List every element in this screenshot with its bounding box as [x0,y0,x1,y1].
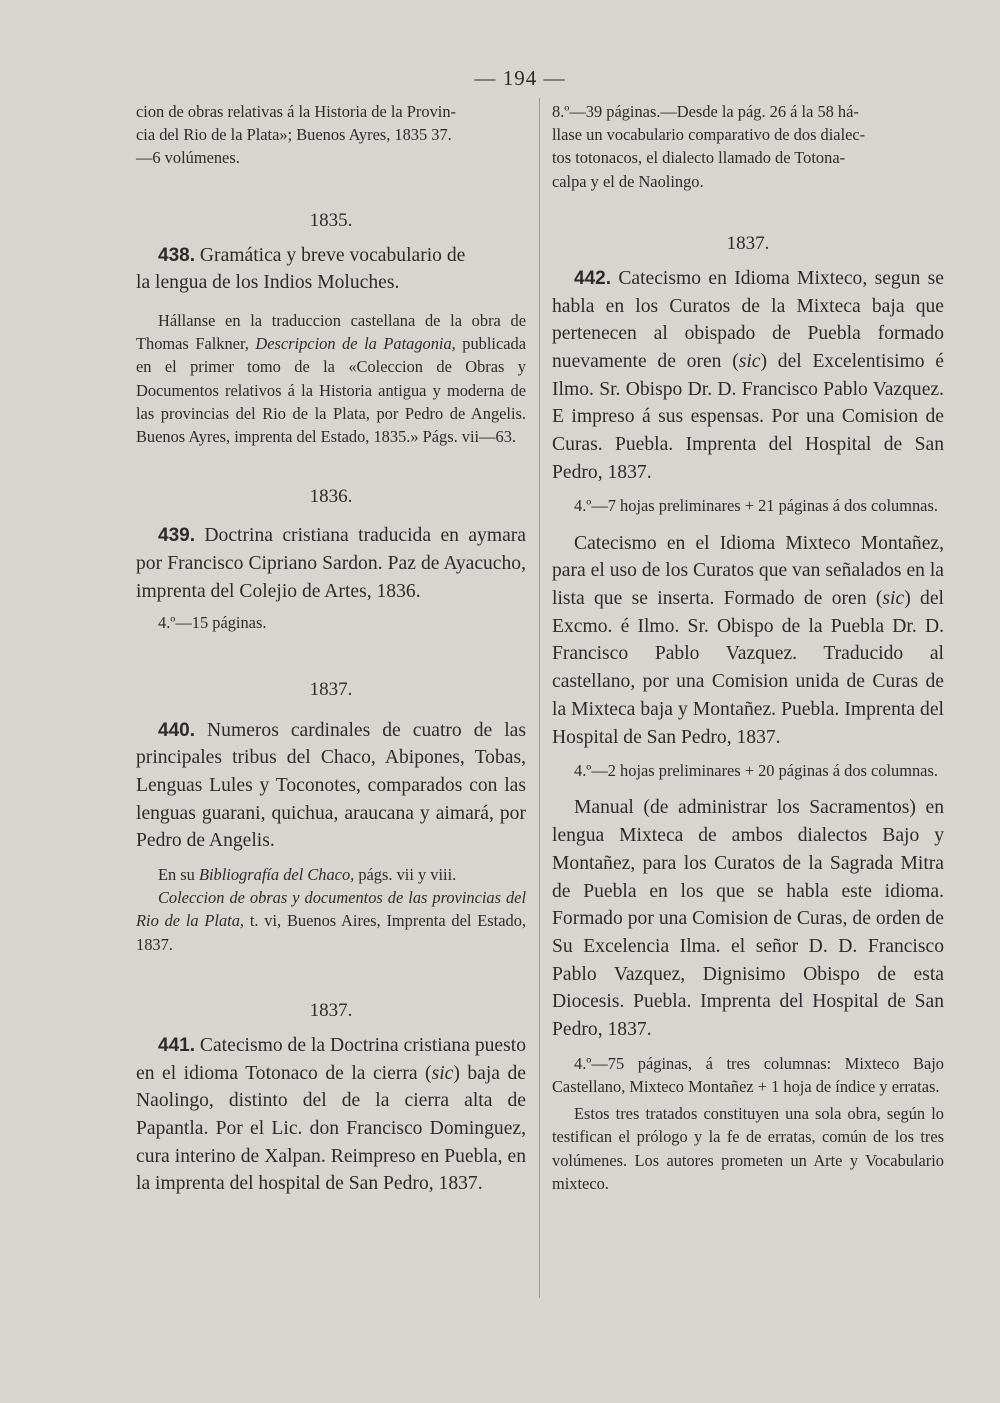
year-heading: 1836. [309,486,353,508]
right-column [552,100,944,1195]
continued-text-left: cion de obras relativas á la Historia de la Provin- cia del Rio de la Plata»; Buenos Ayres, 1835 37. —6 volúmenes. [136,102,456,168]
entry-439-note: 4.º—15 páginas. [158,613,267,633]
entry-442-second-note: 4.º—2 hojas preliminares + 20 páginas á dos columnas. [574,761,938,781]
year-heading: 1837. [726,232,770,254]
page-number: — 194 — [474,66,566,90]
entry-442-title: 442. Catecismo en Idioma Mixteco, segun se habla en los Curatos de la Mixteca baja que pertenecen al obispado de Puebla formado nuevamente de oren (sic) del Excelentisimo é Ilmo. Sr. Obispo Dr. D. Francisco Pablo Vazquez. E impreso á sus espensas. Por una Comision de Curas. Puebla. Imprenta del Hospital de San Pedro, 1837. [552,267,944,483]
entry-number: 441. [158,1034,195,1056]
entry-442-third-note: 4.º—75 páginas, á tres columnas: Mixteco Bajo Castellano, Mixteco Montañez + 1 hoja de índice y erratas. [552,1053,944,1096]
entry-442-third-title: Manual (de administrar los Sacramentos) en lengua Mixteca de ambos dialectos Bajo y Montañez, para los Curatos de la Sagrada Mitra de Puebla en los que se habla este idioma. Formado por una Comision de Curas, de orden de Su Excelencia Ilma. el señor D. D. Francisco Pablo Vazquez, Dignisimo Obispo de esta Diocesis. Puebla. Imprenta del Hospital de San Pedro, 1837. [552,797,944,1041]
entry-number: 440. [158,719,195,741]
entry-440-note: En su Bibliografía del Chaco, págs. vii y viii. [158,865,457,885]
entry-438-title: 438. Gramática y breve vocabulario de la lengua de los Indios Moluches. [136,244,466,294]
entry-441-title: 441. Catecismo de la Doctrina cristiana puesto en el idioma Totonaco de la cierra (sic) baja de Naolingo, distinto del de la cierra alta de Papantla. Por el Lic. don Francisco Dominguez, cura interino de Xalpan. Reimpreso en Puebla, en la imprenta del hospital de San Pedro, 1837. [136,1034,526,1195]
entry-442-note: 4.º—7 hojas preliminares + 21 páginas á dos columnas. [574,496,938,516]
column-divider [539,98,540,1298]
year-heading: 1835. [309,209,353,231]
entry-number: 439. [158,525,195,547]
entry-442-second-title: Catecismo en el Idioma Mixteco Montañez, para el uso de los Curatos que van señalados en la lista que se inserta. Formado de oren (sic) del Excmo. é Ilmo. Sr. Obispo de la Puebla Dr. D. Francisco Pablo Vazquez. Traducido al castellano, por una Comision unida de Curas de la Mixteca baja y Montañez. Puebla. Imprenta del Hospital de San Pedro, 1837. [552,532,944,748]
entry-440-note: Coleccion de obras y documentos de las provincias del Rio de la Plata, t. vi, Buenos Aires, Imprenta del Estado, 1837. [136,888,526,954]
entry-number: 442. [574,267,611,289]
entry-438-note: Hállanse en la traduccion castellana de la obra de Thomas Falkner, Descripcion de la Patagonia, publicada en el primer tomo de la «Coleccion de Obras y Documentos relativos á la Historia antigua y moderna de las provincias del Rio de la Plata, por Pedro de Angelis. Buenos Ayres, imprenta del Estado, 1835.» Págs. vii—63. [136,311,527,447]
entry-440-title: 440. Numeros cardinales de cuatro de las principales tribus del Chaco, Abipones, Tobas, Lenguas Lules y Toconotes, comparados con las lenguas guarani, quichua, araucana y aimará, por Pedro de Angelis. [136,719,526,852]
entry-number: 438. [158,244,195,266]
continued-text-right: 8.º—39 páginas.—Desde la pág. 26 á la 58 há- llase un vocabulario comparativo de dos dialec- tos totonacos, el dialecto llamado de Totona- calpa y el de Naolingo. [552,102,866,191]
entry-439-title: 439. Doctrina cristiana traducida en aymara por Francisco Cipriano Sardon. Paz de Ayacucho, imprenta del Colejio de Artes, 1836. [136,525,526,602]
year-heading: 1837. [309,678,353,700]
left-column [136,100,526,1198]
entry-442-closing-note: Estos tres tratados constituyen una sola obra, según lo testifican el prólogo y la fe de erratas, común de los tres volúmenes. Los autores prometen un Arte y Vocabulario mixteco. [552,1104,944,1193]
year-heading: 1837. [309,999,353,1021]
